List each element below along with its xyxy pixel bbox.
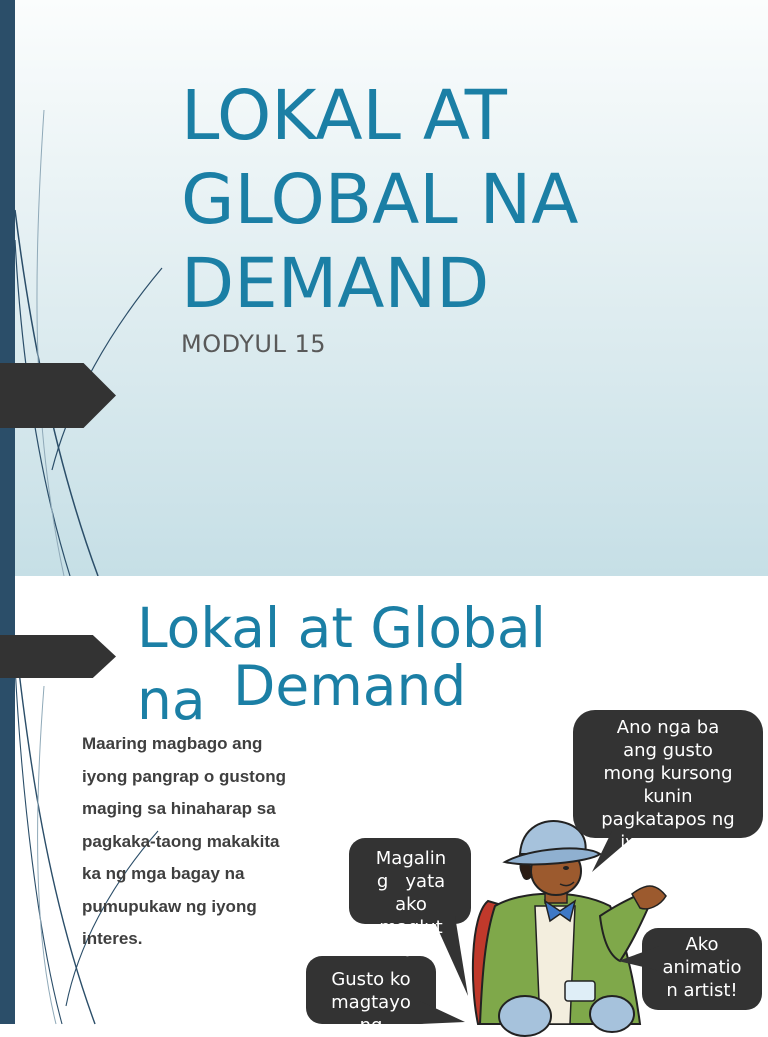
bubble-line: ang gusto	[623, 740, 713, 761]
bubble-line: mong kursong	[603, 763, 733, 784]
speech-bubble-build	[310, 968, 432, 1037]
paragraph-line: pumupukaw ng iyong	[82, 896, 257, 916]
paragraph-line: Maaring magbago ang	[82, 734, 263, 753]
paragraph-line: interes.	[82, 929, 143, 948]
slide-title-line2-na: na	[137, 668, 206, 732]
bubble-line: aaral?	[640, 855, 696, 876]
bubble-line: pagkatapos ng	[601, 809, 735, 830]
main-title-line: GLOBAL NA	[181, 160, 579, 240]
content-slide	[0, 576, 768, 1036]
main-title-line: LOKAL AT	[181, 76, 507, 156]
bubble-line: kunin	[643, 786, 693, 807]
bubble-line: Magalin	[375, 848, 447, 869]
bubble-line: Ano nga ba	[616, 717, 720, 738]
main-title	[181, 74, 579, 326]
bubble-line: ng	[359, 1015, 383, 1036]
paragraph-line: ka ng mga bagay na	[82, 864, 245, 883]
paragraph-line: maging sa hinaharap sa	[82, 799, 276, 818]
bubble-line: g yata	[376, 871, 446, 892]
bubble-line: magtayo	[331, 992, 411, 1013]
main-title-line: DEMAND	[181, 244, 490, 324]
speech-bubble-animation	[647, 933, 757, 1002]
slide-title-line2-demand: Demand	[233, 654, 467, 718]
slide-title-line1: Lokal at Global	[137, 596, 546, 660]
bubble-line: maglut	[379, 917, 443, 938]
bubble-line: o!	[401, 940, 421, 961]
bubble-line: Ako	[685, 934, 719, 955]
bubble-line: ako	[395, 894, 427, 915]
paragraph-line: pagkaka-taong makakita	[82, 831, 280, 851]
subtitle: MODYUL 15	[181, 330, 327, 358]
speech-bubble-question	[578, 716, 758, 877]
bubble-line: animatio	[662, 957, 742, 978]
bubble-line: n artist!	[666, 980, 738, 1001]
bubble-line: Gusto ko	[331, 969, 411, 990]
bubble-line: iyong pag-	[620, 832, 716, 853]
speech-bubble-cook	[352, 847, 470, 962]
paragraph-line: iyong pangrap o gustong	[82, 766, 286, 786]
